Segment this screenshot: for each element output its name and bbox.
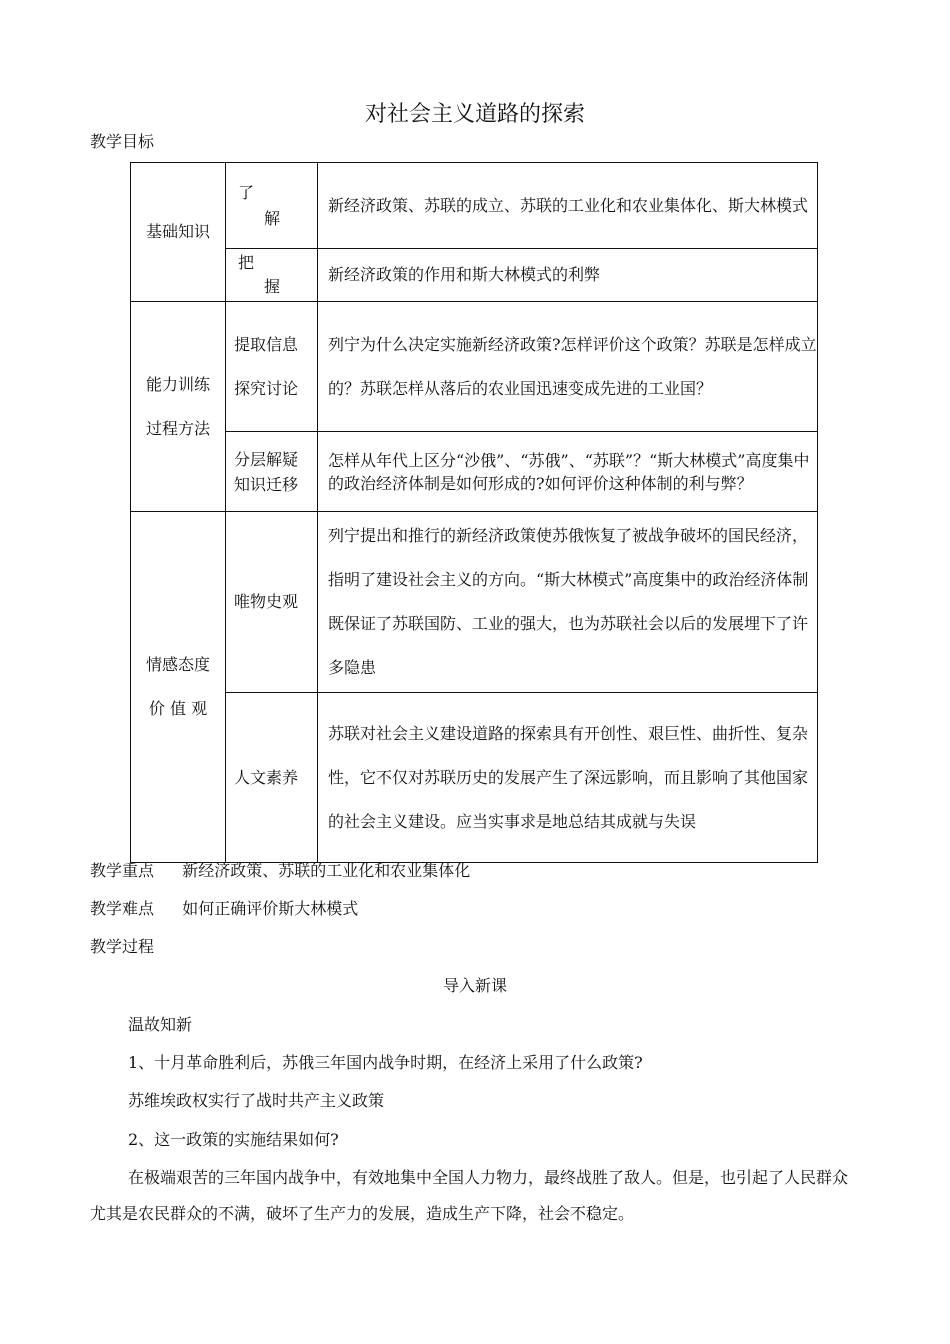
key-points [90,858,470,881]
key-points-label: 教学重点 [90,861,155,880]
question-2: 2、这一政策的实施结果如何? [128,1130,339,1149]
sub-humanistic-literacy: 人文素养 [226,693,318,863]
category-emotion-values [131,512,226,863]
sub-understand [226,163,318,249]
answer-2: 在极端艰苦的三年国内战争中，有效地集中全国人力物力，最终战胜了敌人。但是，也引起了人民群众尤其是农民群众的不满，破坏了生产力的发展，造成生产下降，社会不稳定。 [90,1168,849,1223]
teaching-goals-table [130,162,818,863]
category-emotion-line1: 情感态度 [145,655,210,674]
category-ability-line1: 能力训练 [145,374,210,394]
review-heading: 温故知新 [128,1015,193,1034]
sub-understand-line1: 了 [238,182,255,202]
category-ability-line2: 过程方法 [145,418,210,438]
section-teaching-goals: 教学目标 [90,132,155,151]
content-grasp: 新经济政策的作用和斯大林模式的利弊 [318,249,818,302]
content-historical-materialism: 列宁提出和推行的新经济政策使苏俄恢复了被战争破坏的国民经济，指明了建设社会主义的方向。“斯大林模式”高度集中的政治经济体制既保证了苏联国防、工业的强大，也为苏联社会以后的发展埋下了许多隐患 [318,512,818,693]
sub-layered-resolve-line1: 分层解疑 [234,449,299,469]
content-layered-resolve: 怎样从年代上区分“沙俄”、“苏俄”、“苏联”？“斯大林模式”高度集中的政治经济体制是如何形成的?如何评价这种体制的利与弊？ [318,432,818,512]
category-basic-knowledge: 基础知识 [131,163,226,302]
content-humanistic-literacy: 苏联对社会主义建设道路的探索具有开创性、艰巨性、曲折性、复杂性，它不仅对苏联历史的发展产生了深远影响，而且影响了其他国家的社会主义建设。应当实事求是地总结其成就与失误 [318,693,818,863]
sub-extract-info-line2: 探究讨论 [234,378,299,398]
teaching-process-label: 教学过程 [90,937,155,956]
sub-historical-materialism: 唯物史观 [226,512,318,693]
sub-extract-info-line1: 提取信息 [234,334,299,354]
intro-heading: 导入新课 [442,976,507,995]
page-title: 对社会主义道路的探索 [364,102,585,127]
sub-extract-info [226,302,318,432]
category-ability [131,302,226,512]
sub-grasp [226,249,318,302]
sub-layered-resolve-line2: 知识迁移 [234,474,299,494]
sub-grasp-line1: 把 [238,253,255,272]
sub-grasp-line2: 握 [264,277,281,296]
sub-understand-line2: 解 [264,208,281,228]
difficult-points-text: 如何正确评价斯大林模式 [182,899,359,918]
difficult-points [90,896,358,919]
content-understand: 新经济政策、苏联的成立、苏联的工业化和农业集体化、斯大林模式 [318,163,818,249]
question-1: 1、十月革命胜利后，苏俄三年国内战争时期，在经济上采用了什么政策? [128,1053,643,1072]
difficult-points-label: 教学难点 [90,899,155,918]
answer-1: 苏维埃政权实行了战时共产主义政策 [128,1091,385,1110]
category-emotion-line2: 价 值 观 [148,699,208,718]
key-points-text: 新经济政策、苏联的工业化和农业集体化 [182,861,471,880]
sub-layered-resolve [226,432,318,512]
content-extract-info: 列宁为什么决定实施新经济政策?怎样评价这个政策？苏联是怎样成立的？苏联怎样从落后的农业国迅速变成先进的工业国？ [318,302,818,432]
